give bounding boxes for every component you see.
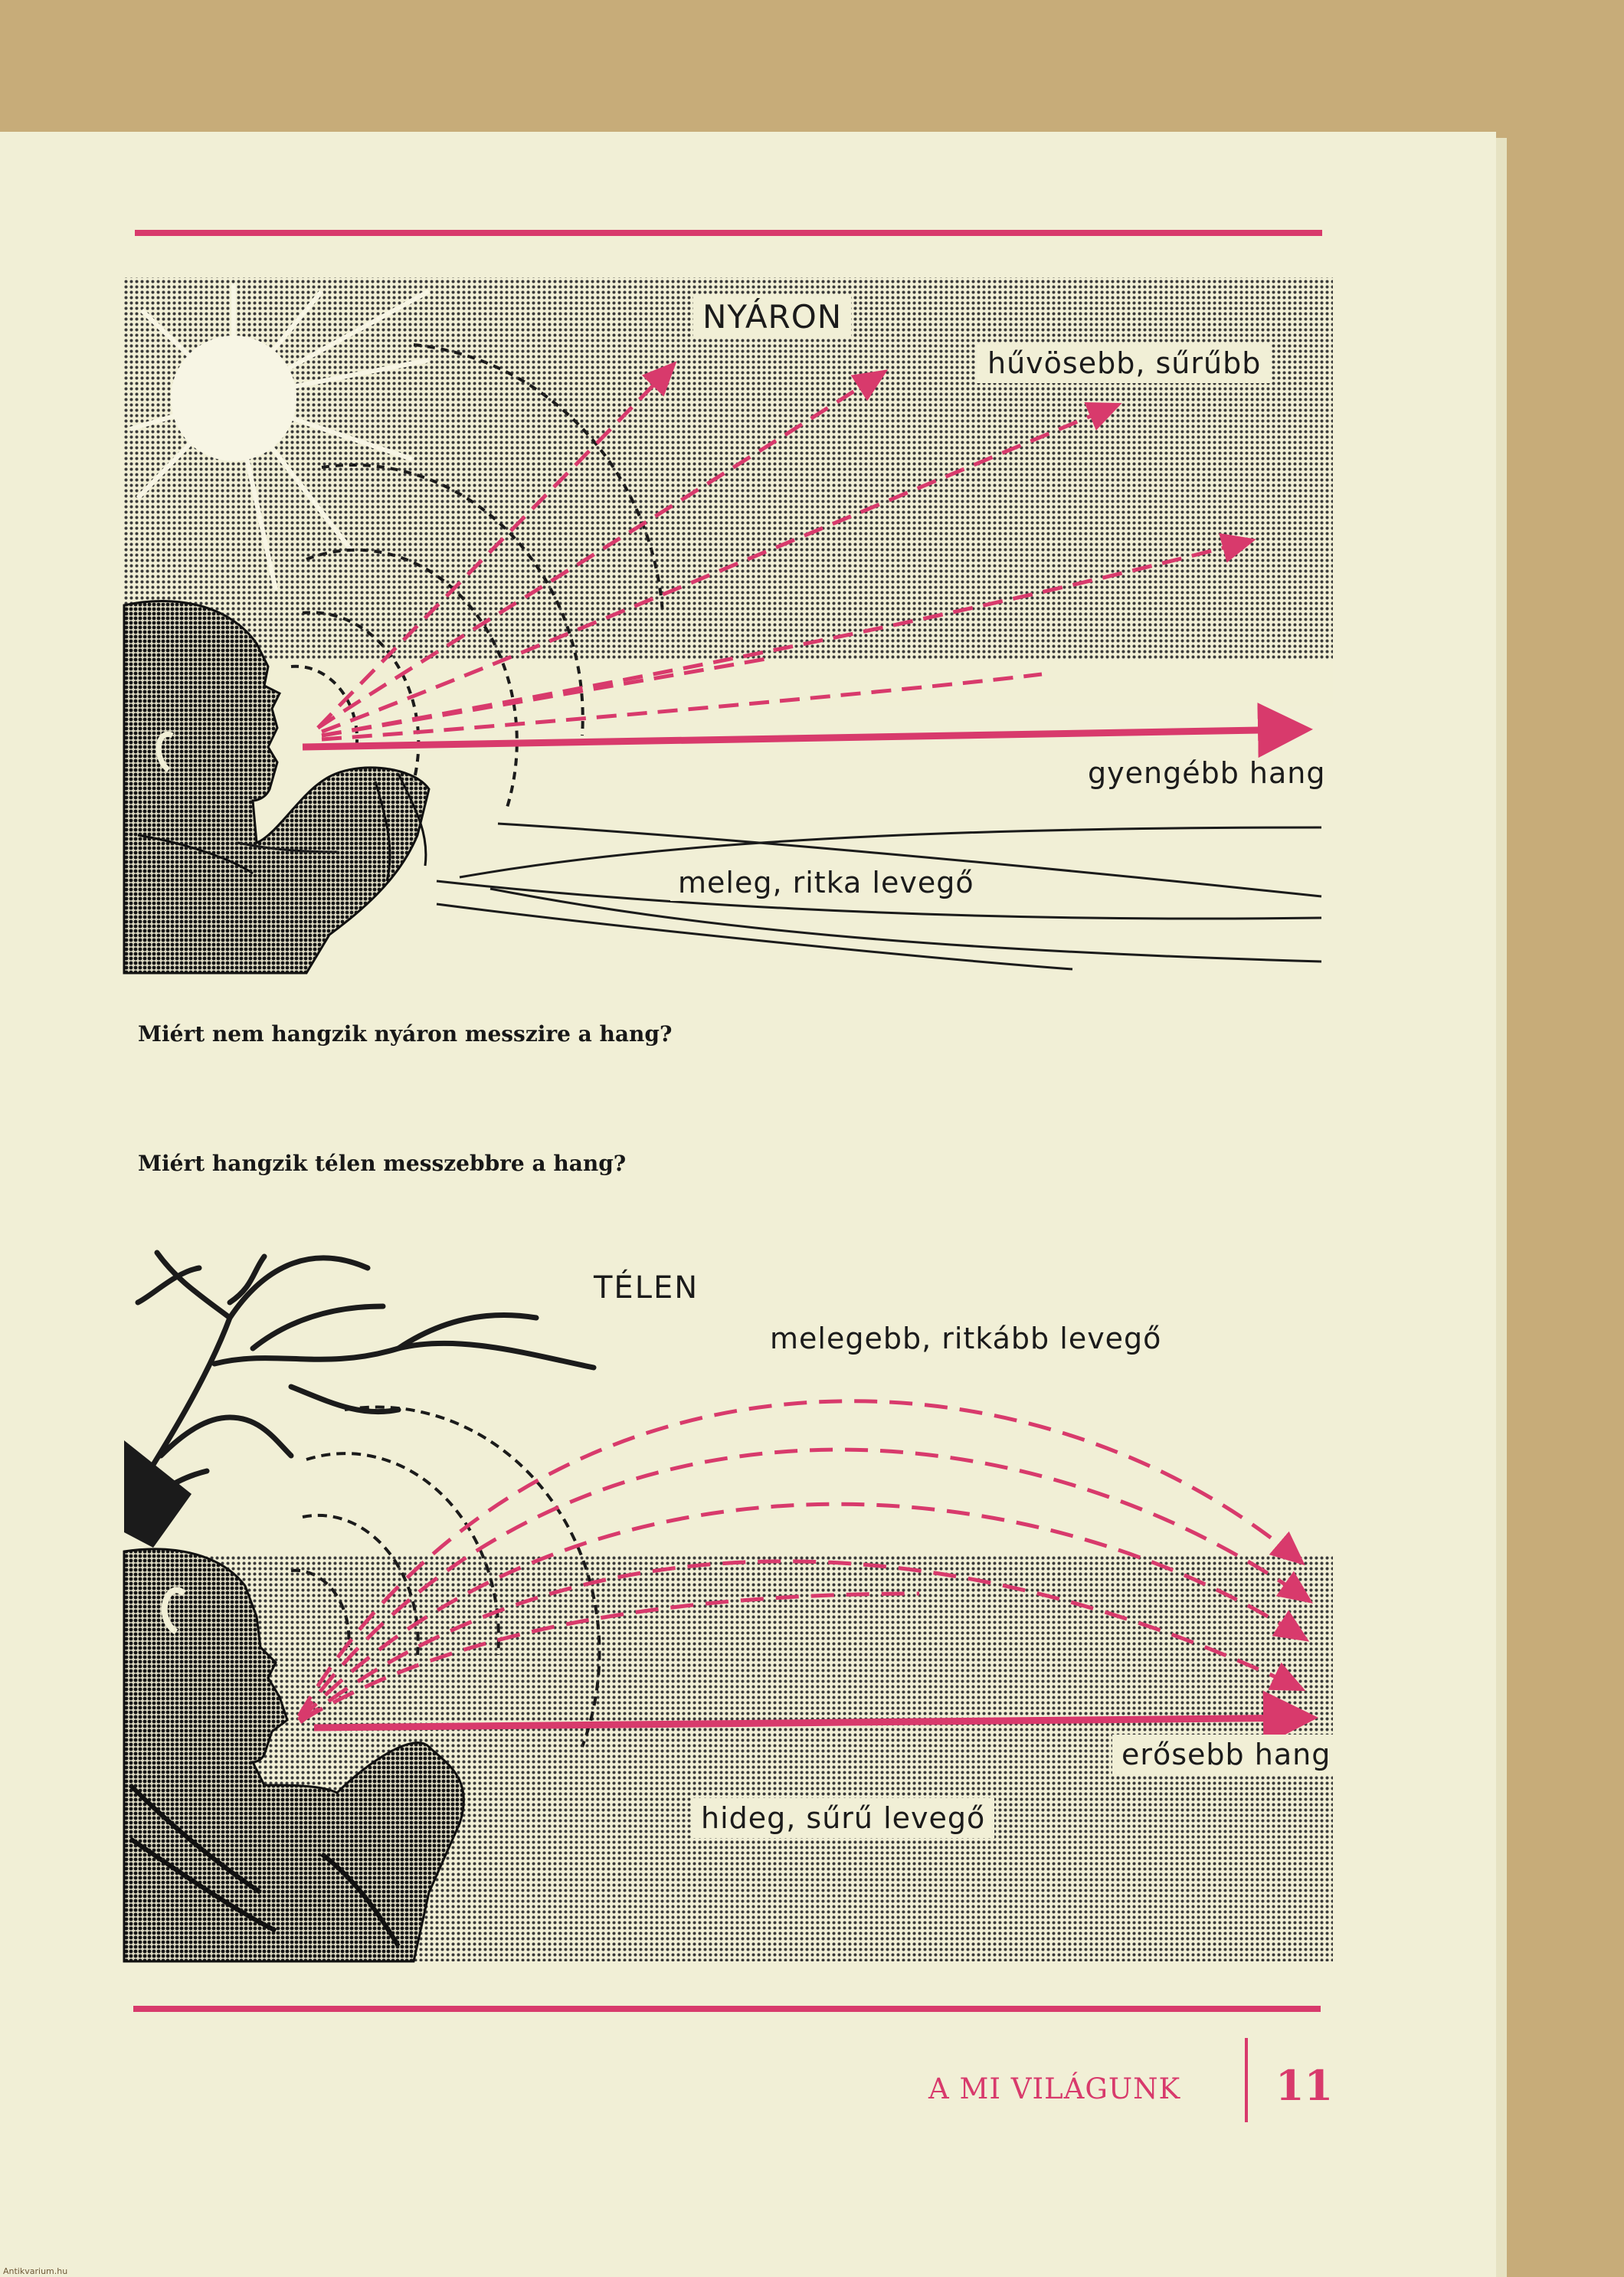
winter-illustration xyxy=(124,1253,1333,1961)
summer-main-ray xyxy=(303,729,1306,747)
summer-upper-air-label: hűvösebb, sűrűbb xyxy=(977,343,1272,383)
winter-title: TÉLEN xyxy=(594,1270,699,1306)
summer-sound-label: gyengébb hang xyxy=(1088,756,1326,790)
winter-lower-air-label: hideg, sűrű levegő xyxy=(692,1798,994,1838)
summer-title: NYÁRON xyxy=(693,295,851,339)
winter-question: Miért hangzik télen messzebbre a hang? xyxy=(138,1151,627,1176)
publication-title: A MI VILÁGUNK xyxy=(928,2072,1181,2105)
bare-tree-icon xyxy=(130,1253,594,1517)
bottom-rule xyxy=(133,2006,1321,2012)
top-rule xyxy=(135,230,1322,236)
summer-lower-air-label: meleg, ritka levegő xyxy=(670,864,982,901)
winter-sound-label: erősebb hang xyxy=(1112,1735,1340,1774)
summer-question: Miért nem hangzik nyáron messzire a hang? xyxy=(138,1021,673,1047)
winter-upper-air-label: melegebb, ritkább levegő xyxy=(770,1322,1162,1355)
footer-divider xyxy=(1245,2038,1248,2122)
page-number: 11 xyxy=(1275,2061,1334,2110)
watermark: Antikvarium.hu xyxy=(3,2266,68,2276)
